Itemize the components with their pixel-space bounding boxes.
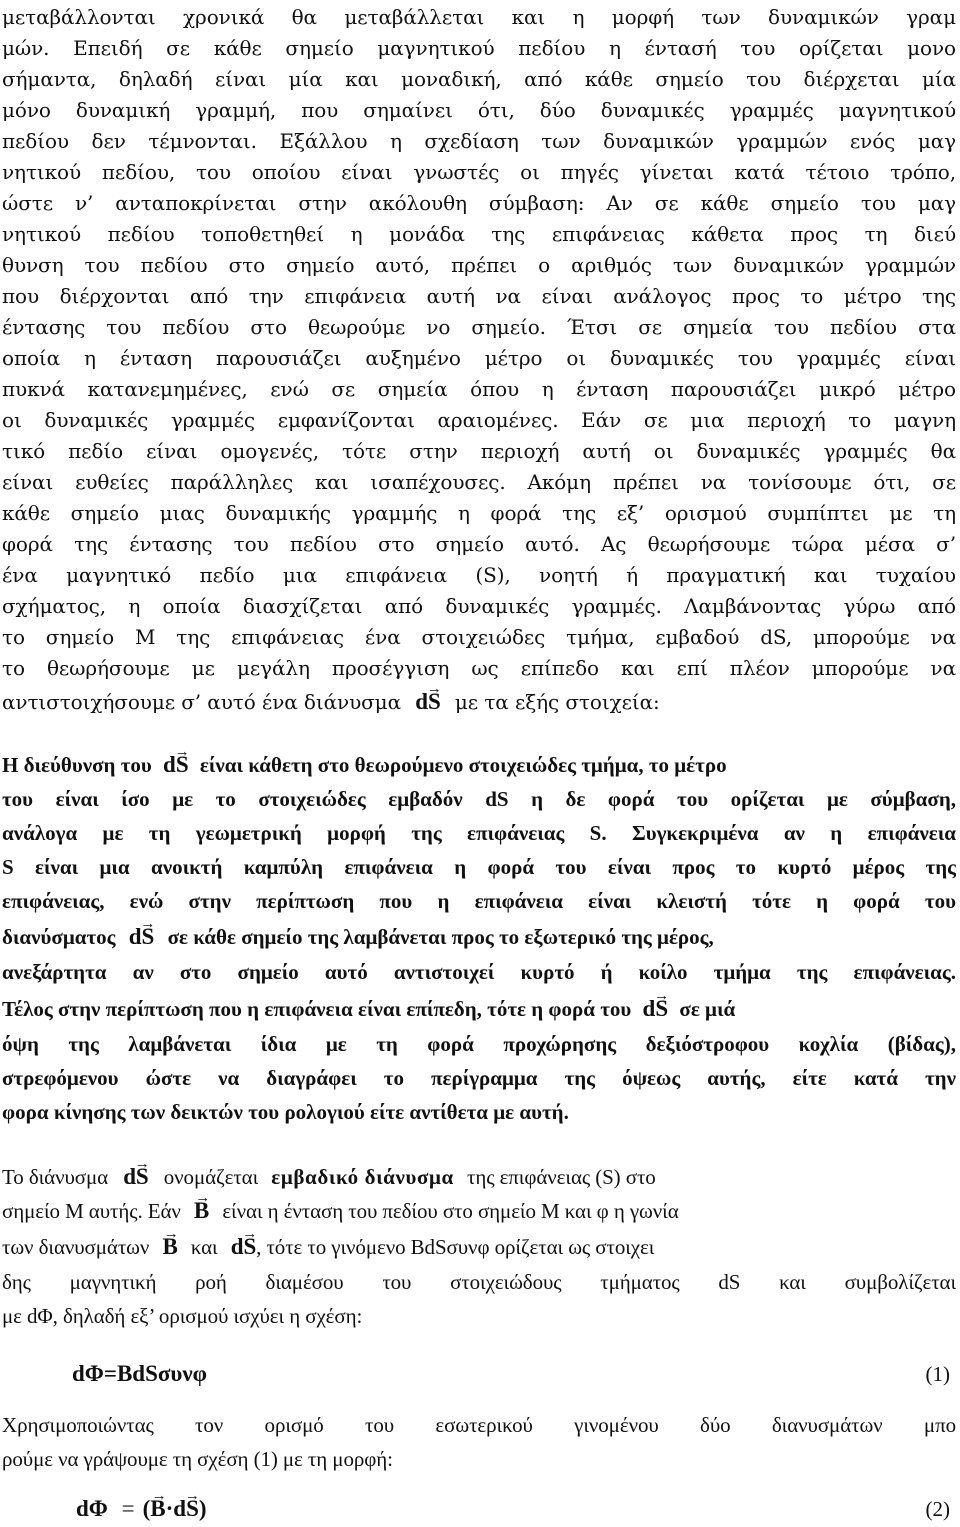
text-span: είναι η ένταση του πεδίου στο σημείο Μ και φ η γωνία [222, 1199, 679, 1223]
bold-line: στρεφόμενου ώστε να διαγράφει το περίγραμμα της όψεως αυτής, είτε κατά την [2, 1066, 956, 1090]
term-area-vector: εμβαδικό διάνυσμα [271, 1165, 454, 1189]
text-line: μόνο δυναμική γραμμή, που σημαίνει ότι, δύο δυναμικές γραμμές μαγνητικού [2, 98, 956, 122]
text-span: σημείο Μ αυτής. Εάν [2, 1199, 181, 1223]
bold-line: του είναι ίσο με το στοιχειώδες εμβαδόν dS η δε φορά του ορίζεται με σύμβαση, [2, 787, 956, 811]
text-line: ώστε ν’ ανταποκρίνεται στην ακόλουθη σύμβαση: Αν σε κάθε σημείο του μαγ [2, 191, 956, 215]
text-span: Το διάνυσμα [2, 1165, 109, 1189]
text-span: και [190, 1235, 218, 1259]
bold-line [2, 992, 956, 1026]
text-line: Χρησιμοποιώντας τον ορισμό του εσωτερικού γινομένου δύο διανυσμάτων μπο [2, 1413, 956, 1437]
text-line: πυκνά κατανεμημένες, ενώ σε σημεία όπου η ένταση παρουσιάζει μικρό μέτρο [2, 377, 956, 401]
eq-equals: = [121, 1496, 135, 1521]
bold-line: ανεξάρτητα αν στο σημείο αυτό αντιστοιχεί κυρτό ή κοίλο τμήμα της επιφάνειας. [2, 960, 956, 984]
bold-line: ανάλογα με τη γεωμετρική μορφή της επιφάνειας S. Συγκεκριμένα αν η επιφάνεια [2, 821, 956, 845]
text-span: αντιστοιχήσουμε σ’ αυτό ένα διάνυσμα [2, 690, 401, 714]
equation-number: (2) [925, 1497, 950, 1521]
text-line [2, 1160, 956, 1194]
text-span: της επιφάνειας (S) στο [467, 1165, 656, 1189]
vector-ds: → dS [163, 748, 189, 782]
text-line: με dΦ, δηλαδή εξ’ ορισμού ισχύει η σχέση: [2, 1304, 363, 1328]
eq-lhs: dΦ [76, 1496, 108, 1521]
equation-2 [76, 1492, 207, 1526]
text-span: σε κάθε σημείο της λαμβάνεται προς το εξωτερικό της μέρος, [167, 925, 714, 949]
text-span: Τέλος στην περίπτωση που η επιφάνεια είναι επίπεδη, τότε η φορά του [2, 997, 632, 1021]
equation-1: dΦ=BdSσυνφ [72, 1361, 207, 1386]
bold-line: S είναι μια ανοικτή καμπύλη επιφάνεια η φορά του είναι προς το κυρτό μέρος της [2, 855, 956, 879]
vector-ds: → dS [173, 1492, 199, 1526]
text-line: ρούμε να γράψουμε τη σχέση (1) με τη μορφή: [2, 1447, 393, 1471]
text-line: το θεωρήσουμε με μεγάλη προσέγγιση ως επίπεδο και επί πλέον μπορούμε να [2, 656, 956, 680]
text-line [2, 1230, 956, 1264]
text-line: το σημείο Μ της επιφάνειας ένα στοιχειώδες τμήμα, εμβαδού dS, μπορούμε να [2, 625, 956, 649]
text-span: είναι κάθετη στο θεωρούμενο στοιχειώδες τμήμα, το μέτρο [199, 753, 727, 777]
text-span: με τα εξής στοιχεία: [454, 690, 660, 714]
text-line: σχήματος, η οποία διασχίζεται από δυναμικές γραμμές. Λαμβάνοντας γύρω από [2, 594, 956, 618]
text-line [2, 685, 956, 719]
text-line: που διέρχονται από την επιφάνεια αυτή να είναι ανάλογος προς το μέτρο της [2, 284, 956, 308]
equation-number: (1) [925, 1362, 950, 1386]
text-span: ονομάζεται [163, 1165, 259, 1189]
text-line: φορά της έντασης του πεδίου στο σημείο αυτό. Ας θεωρήσουμε τώρα μέσα σ’ [2, 532, 956, 556]
text-line [2, 1194, 956, 1228]
vector-ds: → dS [415, 685, 440, 719]
bold-line [2, 748, 956, 782]
text-span: σε μιά [679, 997, 736, 1021]
bold-line: όψη της λαμβάνεται ίδια με τη φορά προχώρησης δεξιόστροφου κοχλία (βίδας), [2, 1032, 956, 1056]
vector-ds: → dS [231, 1230, 256, 1264]
vector-ds: → dS [123, 1160, 148, 1194]
text-line: οι δυναμικές γραμμές εμφανίζονται αραιομένες. Εάν σε μια περιοχή το μαγνη [2, 408, 956, 432]
text-span: Η διεύθυνση του [2, 753, 152, 777]
text-line: οποία η ένταση παρουσιάζει αυξημένο μέτρο οι δυναμικές του γραμμές είναι [2, 346, 956, 370]
vector-b: → B [194, 1194, 209, 1228]
vector-ds: → dS [643, 992, 669, 1026]
text-line: πεδίου δεν τέμνονται. Εξάλλου η σχεδίαση των δυναμικών γραμμών ενός μαγ [2, 129, 956, 153]
text-line: σήμαντα, δηλαδή είναι μία και μοναδική, από κάθε σημείο του διέρχεται μία [2, 67, 956, 91]
text-span: των διανυσμάτων [2, 1235, 150, 1259]
vector-ds: → dS [129, 920, 155, 954]
text-line: νητικού πεδίου τοποθετηθεί η μονάδα της επιφάνειας κάθετα προς τη διεύ [2, 222, 956, 246]
vector-b: → B [150, 1492, 165, 1526]
text-line: νητικού πεδίου, του οποίου είναι γνωστές οι πηγές γίνεται κατά τέτοιο τρόπο, [2, 160, 956, 184]
bold-line: επιφάνειας, ενώ στην περίπτωση που η επιφάνεια είναι κλειστή τότε η φορά του [2, 889, 956, 913]
text-line: κάθε σημείο μιας δυναμικής γραμμής η φορά της εξ’ ορισμού συμπίπτει με τη [2, 501, 956, 525]
text-line: έντασης του πεδίου στο θεωρούμε νο σημείο. Έτσι σε σημεία του πεδίου στα [2, 315, 956, 339]
text-line: δης μαγνητική ροή διαμέσου του στοιχειώδους τμήματος dS και συμβολίζεται [2, 1270, 956, 1294]
text-line: μεταβάλλονται χρονικά θα μεταβάλλεται και η μορφή των δυναμικών γραμ [2, 5, 956, 29]
text-line: τικό πεδίο είναι ομογενές, τότε στην περιοχή αυτή οι δυναμικές γραμμές θα [2, 439, 956, 463]
bold-line: φορα κίνησης των δεικτών του ρολογιού είτε αντίθετα με αυτή. [2, 1100, 569, 1124]
eq-paren: ) [198, 1496, 207, 1521]
text-span: διανύσματος [2, 925, 116, 949]
text-line: είναι ευθείες παράλληλες και ισαπέχουσες. Ακόμη πρέπει να τονίσουμε ότι, σε [2, 470, 956, 494]
text-line: θυνση του πεδίου στο σημείο αυτό, πρέπει ο αριθμός των δυναμικών γραμμών [2, 253, 956, 277]
bold-line [2, 920, 956, 954]
text-span: , τότε το γινόμενο BdSσυνφ ορίζεται ως στοιχει [256, 1235, 655, 1259]
text-line: μών. Επειδή σε κάθε σημείο μαγνητικού πεδίου η έντασή του ορίζεται μονο [2, 36, 956, 60]
eq-paren: ( [142, 1496, 151, 1521]
eq-dot: · [165, 1496, 174, 1521]
vector-b: → B [162, 1230, 177, 1264]
text-line: ένα μαγνητικό πεδίο μια επιφάνεια (S), νοητή ή πραγματική και τυχαίου [2, 563, 956, 587]
